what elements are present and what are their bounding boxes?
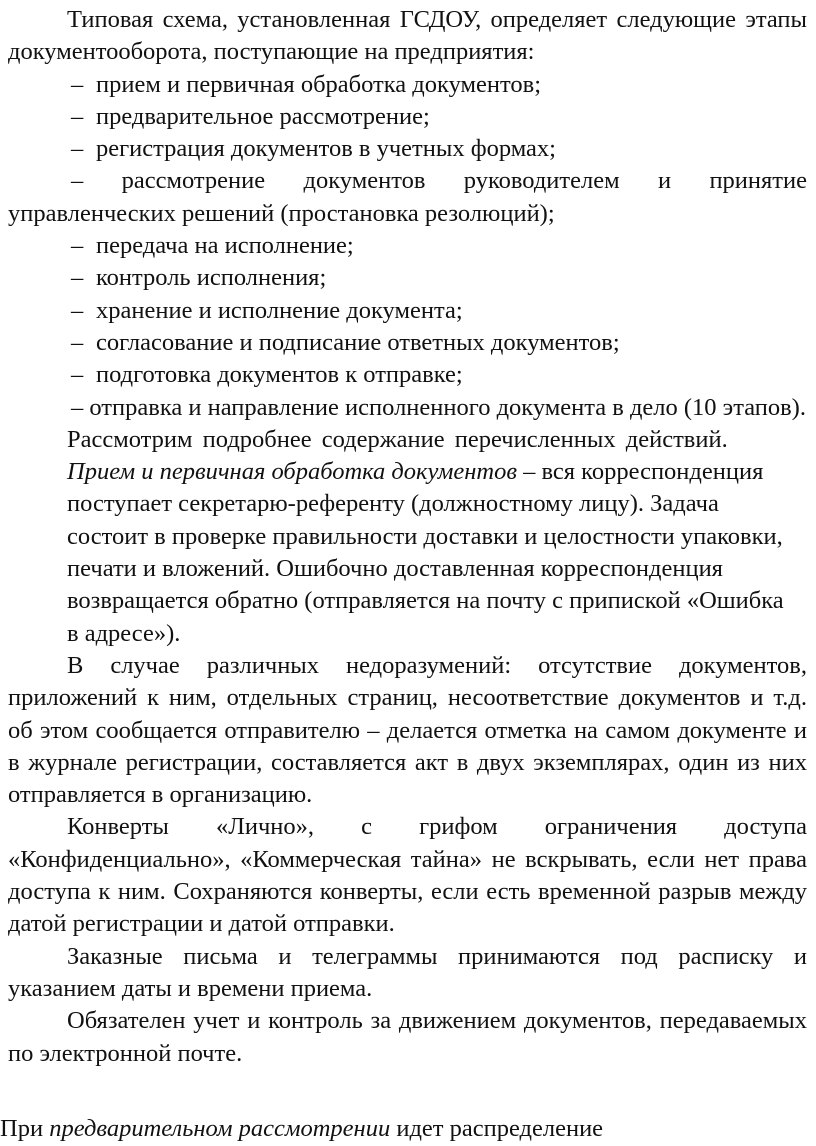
email-control-paragraph: Обязателен учет и контроль за движением документов, передаваемых по электронной почте.: [8, 1007, 807, 1067]
stage-item-6: [8, 262, 807, 294]
stage-item-1: [8, 69, 807, 101]
last-line-prefix: При: [0, 1115, 50, 1142]
dash-marker: –: [71, 102, 84, 130]
stage-item-text: подготовка документов к отправке;: [96, 361, 463, 389]
stage-item-text: прием и первичная обработка документов;: [96, 70, 541, 98]
dash-marker: –: [71, 296, 84, 324]
dash-marker: –: [71, 167, 84, 195]
stage-item-10: [8, 392, 807, 424]
dash-marker: –: [71, 232, 84, 260]
misunderstandings-paragraph: В случае различных недоразумений: отсутствие документов, приложений к ним, отдельных страниц, несоответствие документов и т.д. об этом сообщается отправителю – делается отметка на самом документе и в журнале регистрации, составляется акт в двух экземплярах, один из них отправляется в организацию.: [8, 651, 807, 809]
stage-item-text: хранение и исполнение документа;: [96, 296, 463, 324]
stage-item-text: отправка и направление исполненного документа в дело (10 этапов).: [89, 393, 806, 421]
dash-marker: –: [71, 328, 84, 356]
stage-item-5: [8, 230, 807, 262]
document-body: [8, 4, 807, 1070]
consider-paragraph: Рассмотрим подробнее содержание перечисленных действий.: [67, 425, 728, 453]
dash-marker: –: [71, 70, 84, 98]
stage-item-text: контроль исполнения;: [96, 264, 327, 292]
dash-marker: –: [71, 264, 84, 292]
stage-item-text: согласование и подписание ответных документов;: [96, 328, 620, 356]
stage-item-text: передача на исполнение;: [96, 232, 354, 260]
stage-item-2: [8, 101, 807, 133]
dash-marker: –: [71, 361, 84, 389]
dash-marker: –: [71, 393, 84, 421]
stage-item-8: [8, 327, 807, 359]
stage-item-3: [8, 133, 807, 165]
dash-marker: –: [71, 135, 84, 163]
reception-text: – вся корреспонденция поступает секретарю-референту (должностному лицу). Задача состоит в проверке правильности доставки и целостности упаковки, печати и вложений. Ошибочно доставленная корреспонденция возвращается обратно (отправляется на почту с припиской «Ошибка в адресе»).: [67, 458, 784, 647]
stage-item-9: [8, 359, 807, 391]
registered-mail-paragraph: Заказные письма и телеграммы принимаются под расписку и указанием даты и времени приема.: [8, 942, 807, 1002]
reception-term: Прием и первичная обработка документов: [67, 458, 517, 486]
reception-paragraph: [8, 456, 807, 650]
last-line-suffix: идет распределение: [390, 1115, 604, 1142]
stage-item-text: предварительное рассмотрение;: [96, 102, 430, 130]
stage-item-text: регистрация документов в учетных формах;: [96, 135, 556, 163]
stage-item-4: [8, 165, 807, 230]
envelopes-paragraph: Конверты «Лично», с грифом ограничения доступа «Конфиденциально», «Коммерческая тайна» не вскрывать, если нет права доступа к ним. Сохраняются конверты, если есть временной разрыв между датой регистрации и датой отправки.: [8, 813, 807, 938]
intro-paragraph: Типовая схема, установленная ГСДОУ, определяет следующие этапы документооборота, поступающие на предприятия:: [8, 6, 807, 66]
stage-item-text: рассмотрение документов руководителем и принятие управленческих решений (простановка резолюций);: [8, 167, 807, 227]
last-line-term: предварительном рассмотрении: [49, 1115, 391, 1142]
stage-item-7: [8, 295, 807, 327]
preliminary-review-line: [0, 1113, 603, 1145]
